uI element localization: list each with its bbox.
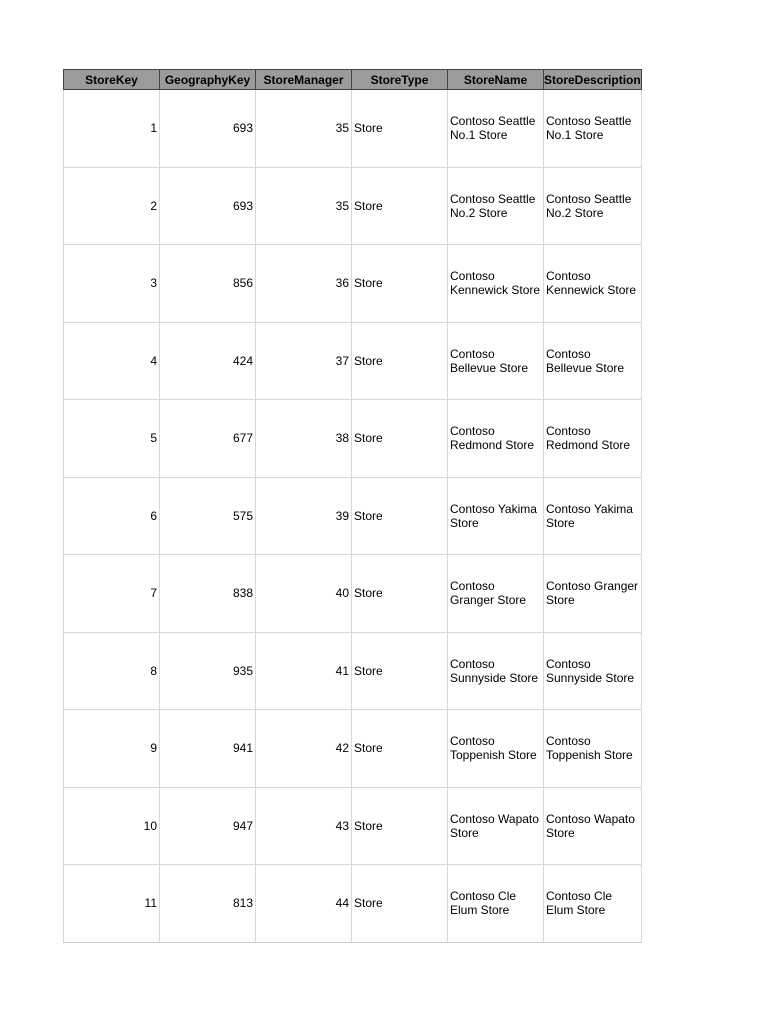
geographykey-cell: 575	[160, 477, 256, 555]
storedescription-cell: Contoso Seattle No.1 Store	[544, 90, 642, 168]
storetype-cell: Store	[352, 245, 448, 323]
storekey-cell: 4	[64, 322, 160, 400]
storekey-cell: 9	[64, 710, 160, 788]
storetype-cell: Store	[352, 632, 448, 710]
storename-cell: Contoso Redmond Store	[448, 400, 544, 478]
table-row	[64, 322, 642, 400]
storetype-cell: Store	[352, 400, 448, 478]
storemanager-cell: 35	[256, 167, 352, 245]
table-row	[64, 865, 642, 943]
storedescription-cell: Contoso Sunnyside Store	[544, 632, 642, 710]
storetype-cell: Store	[352, 477, 448, 555]
storemanager-cell: 42	[256, 710, 352, 788]
storetype-cell: Store	[352, 555, 448, 633]
table-row	[64, 400, 642, 478]
header-row	[64, 70, 642, 90]
storedescription-cell: Contoso Wapato Store	[544, 787, 642, 865]
storedescription-cell: Contoso Redmond Store	[544, 400, 642, 478]
storename-cell: Contoso Cle Elum Store	[448, 865, 544, 943]
table-row	[64, 787, 642, 865]
storename-cell: Contoso Sunnyside Store	[448, 632, 544, 710]
storekey-cell: 7	[64, 555, 160, 633]
storetype-cell: Store	[352, 322, 448, 400]
header-storename: StoreName	[448, 70, 544, 90]
storetype-cell: Store	[352, 710, 448, 788]
storename-cell: Contoso Bellevue Store	[448, 322, 544, 400]
storemanager-cell: 36	[256, 245, 352, 323]
storetype-cell: Store	[352, 787, 448, 865]
storekey-cell: 8	[64, 632, 160, 710]
storedescription-cell: Contoso Bellevue Store	[544, 322, 642, 400]
geographykey-cell: 693	[160, 167, 256, 245]
storedescription-cell: Contoso Toppenish Store	[544, 710, 642, 788]
storemanager-cell: 35	[256, 90, 352, 168]
geographykey-cell: 813	[160, 865, 256, 943]
storekey-cell: 6	[64, 477, 160, 555]
geographykey-cell: 856	[160, 245, 256, 323]
table-header	[64, 70, 642, 90]
storedescription-cell: Contoso Yakima Store	[544, 477, 642, 555]
geographykey-cell: 935	[160, 632, 256, 710]
header-storetype: StoreType	[352, 70, 448, 90]
header-storekey: StoreKey	[64, 70, 160, 90]
geographykey-cell: 947	[160, 787, 256, 865]
storemanager-cell: 39	[256, 477, 352, 555]
storekey-cell: 11	[64, 865, 160, 943]
storetype-cell: Store	[352, 90, 448, 168]
geographykey-cell: 941	[160, 710, 256, 788]
table-row	[64, 167, 642, 245]
storemanager-cell: 37	[256, 322, 352, 400]
table-row	[64, 555, 642, 633]
geographykey-cell: 677	[160, 400, 256, 478]
table-row	[64, 477, 642, 555]
storetype-cell: Store	[352, 865, 448, 943]
table-row	[64, 245, 642, 323]
storename-cell: Contoso Seattle No.1 Store	[448, 90, 544, 168]
storekey-cell: 5	[64, 400, 160, 478]
storedescription-cell: Contoso Cle Elum Store	[544, 865, 642, 943]
table-row	[64, 710, 642, 788]
geographykey-cell: 693	[160, 90, 256, 168]
storename-cell: Contoso Yakima Store	[448, 477, 544, 555]
storemanager-cell: 40	[256, 555, 352, 633]
storemanager-cell: 43	[256, 787, 352, 865]
storename-cell: Contoso Granger Store	[448, 555, 544, 633]
storetype-cell: Store	[352, 167, 448, 245]
header-geographykey: GeographyKey	[160, 70, 256, 90]
storename-cell: Contoso Kennewick Store	[448, 245, 544, 323]
storename-cell: Contoso Wapato Store	[448, 787, 544, 865]
table-row	[64, 632, 642, 710]
storemanager-cell: 38	[256, 400, 352, 478]
header-storemanager: StoreManager	[256, 70, 352, 90]
table-row	[64, 90, 642, 168]
table-body	[64, 90, 642, 943]
storekey-cell: 10	[64, 787, 160, 865]
storedescription-cell: Contoso Kennewick Store	[544, 245, 642, 323]
storename-cell: Contoso Toppenish Store	[448, 710, 544, 788]
storekey-cell: 2	[64, 167, 160, 245]
storekey-cell: 1	[64, 90, 160, 168]
header-storedescription: StoreDescription	[544, 70, 642, 90]
store-table	[63, 69, 642, 943]
storemanager-cell: 41	[256, 632, 352, 710]
storemanager-cell: 44	[256, 865, 352, 943]
geographykey-cell: 838	[160, 555, 256, 633]
storedescription-cell: Contoso Granger Store	[544, 555, 642, 633]
geographykey-cell: 424	[160, 322, 256, 400]
storename-cell: Contoso Seattle No.2 Store	[448, 167, 544, 245]
storekey-cell: 3	[64, 245, 160, 323]
storedescription-cell: Contoso Seattle No.2 Store	[544, 167, 642, 245]
